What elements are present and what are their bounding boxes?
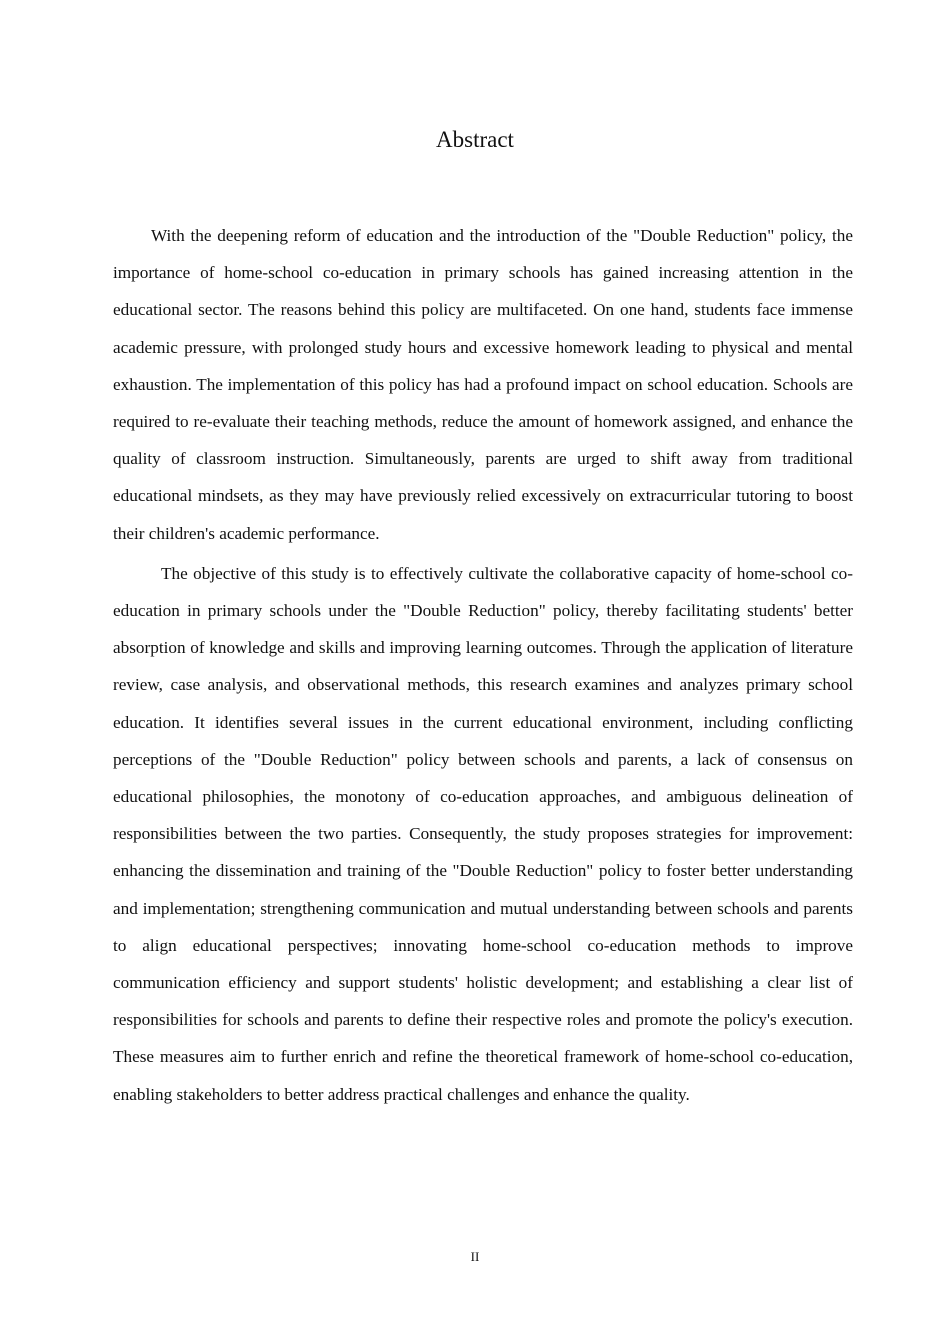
page-number: II xyxy=(470,1249,480,1264)
page-title: Abstract xyxy=(436,127,514,152)
abstract-paragraph-1: With the deepening reform of education and the introduction of the "Double Reduction" policy, the importance of home-school co-education in primary schools has gained increasing attention in the educational sector. The reasons behind this policy are multifaceted. On one hand, students face immense academic pressure, with prolonged study hours and excessive homework leading to physical and mental exhaustion. The implementation of this policy has had a profound impact on school education. Schools are required to re-evaluate their teaching methods, reduce the amount of homework assigned, and enhance the quality of classroom instruction. Simultaneously, parents are urged to shift away from traditional educational mindsets, as they may have previously relied excessively on extracurricular tutoring to boost their children's academic performance. xyxy=(113,226,853,543)
abstract-body xyxy=(113,217,853,1116)
abstract-paragraph-2: The objective of this study is to effectively cultivate the collaborative capacity of home-school co-education in primary schools under the "Double Reduction" policy, thereby facilitating students' better absorption of knowledge and skills and improving learning outcomes. Through the application of literature review, case analysis, and observational methods, this research examines and analyzes primary school education. It identifies several issues in the current educational environment, including conflicting perceptions of the "Double Reduction" policy between schools and parents, a lack of consensus on educational philosophies, the monotony of co-education approaches, and ambiguous delineation of responsibilities between the two parties. Consequently, the study proposes strategies for improvement: enhancing the dissemination and training of the "Double Reduction" policy to foster better understanding and implementation; strengthening communication and mutual understanding between schools and parents to align educational perspectives; innovating home-school co-education methods to improve communication efficiency and support students' holistic development; and establishing a clear list of responsibilities for schools and parents to define their respective roles and promote the policy's execution. These measures aim to further enrich and refine the theoretical framework of home-school co-education, enabling stakeholders to better address practical challenges and enhance the quality. xyxy=(113,563,853,1104)
